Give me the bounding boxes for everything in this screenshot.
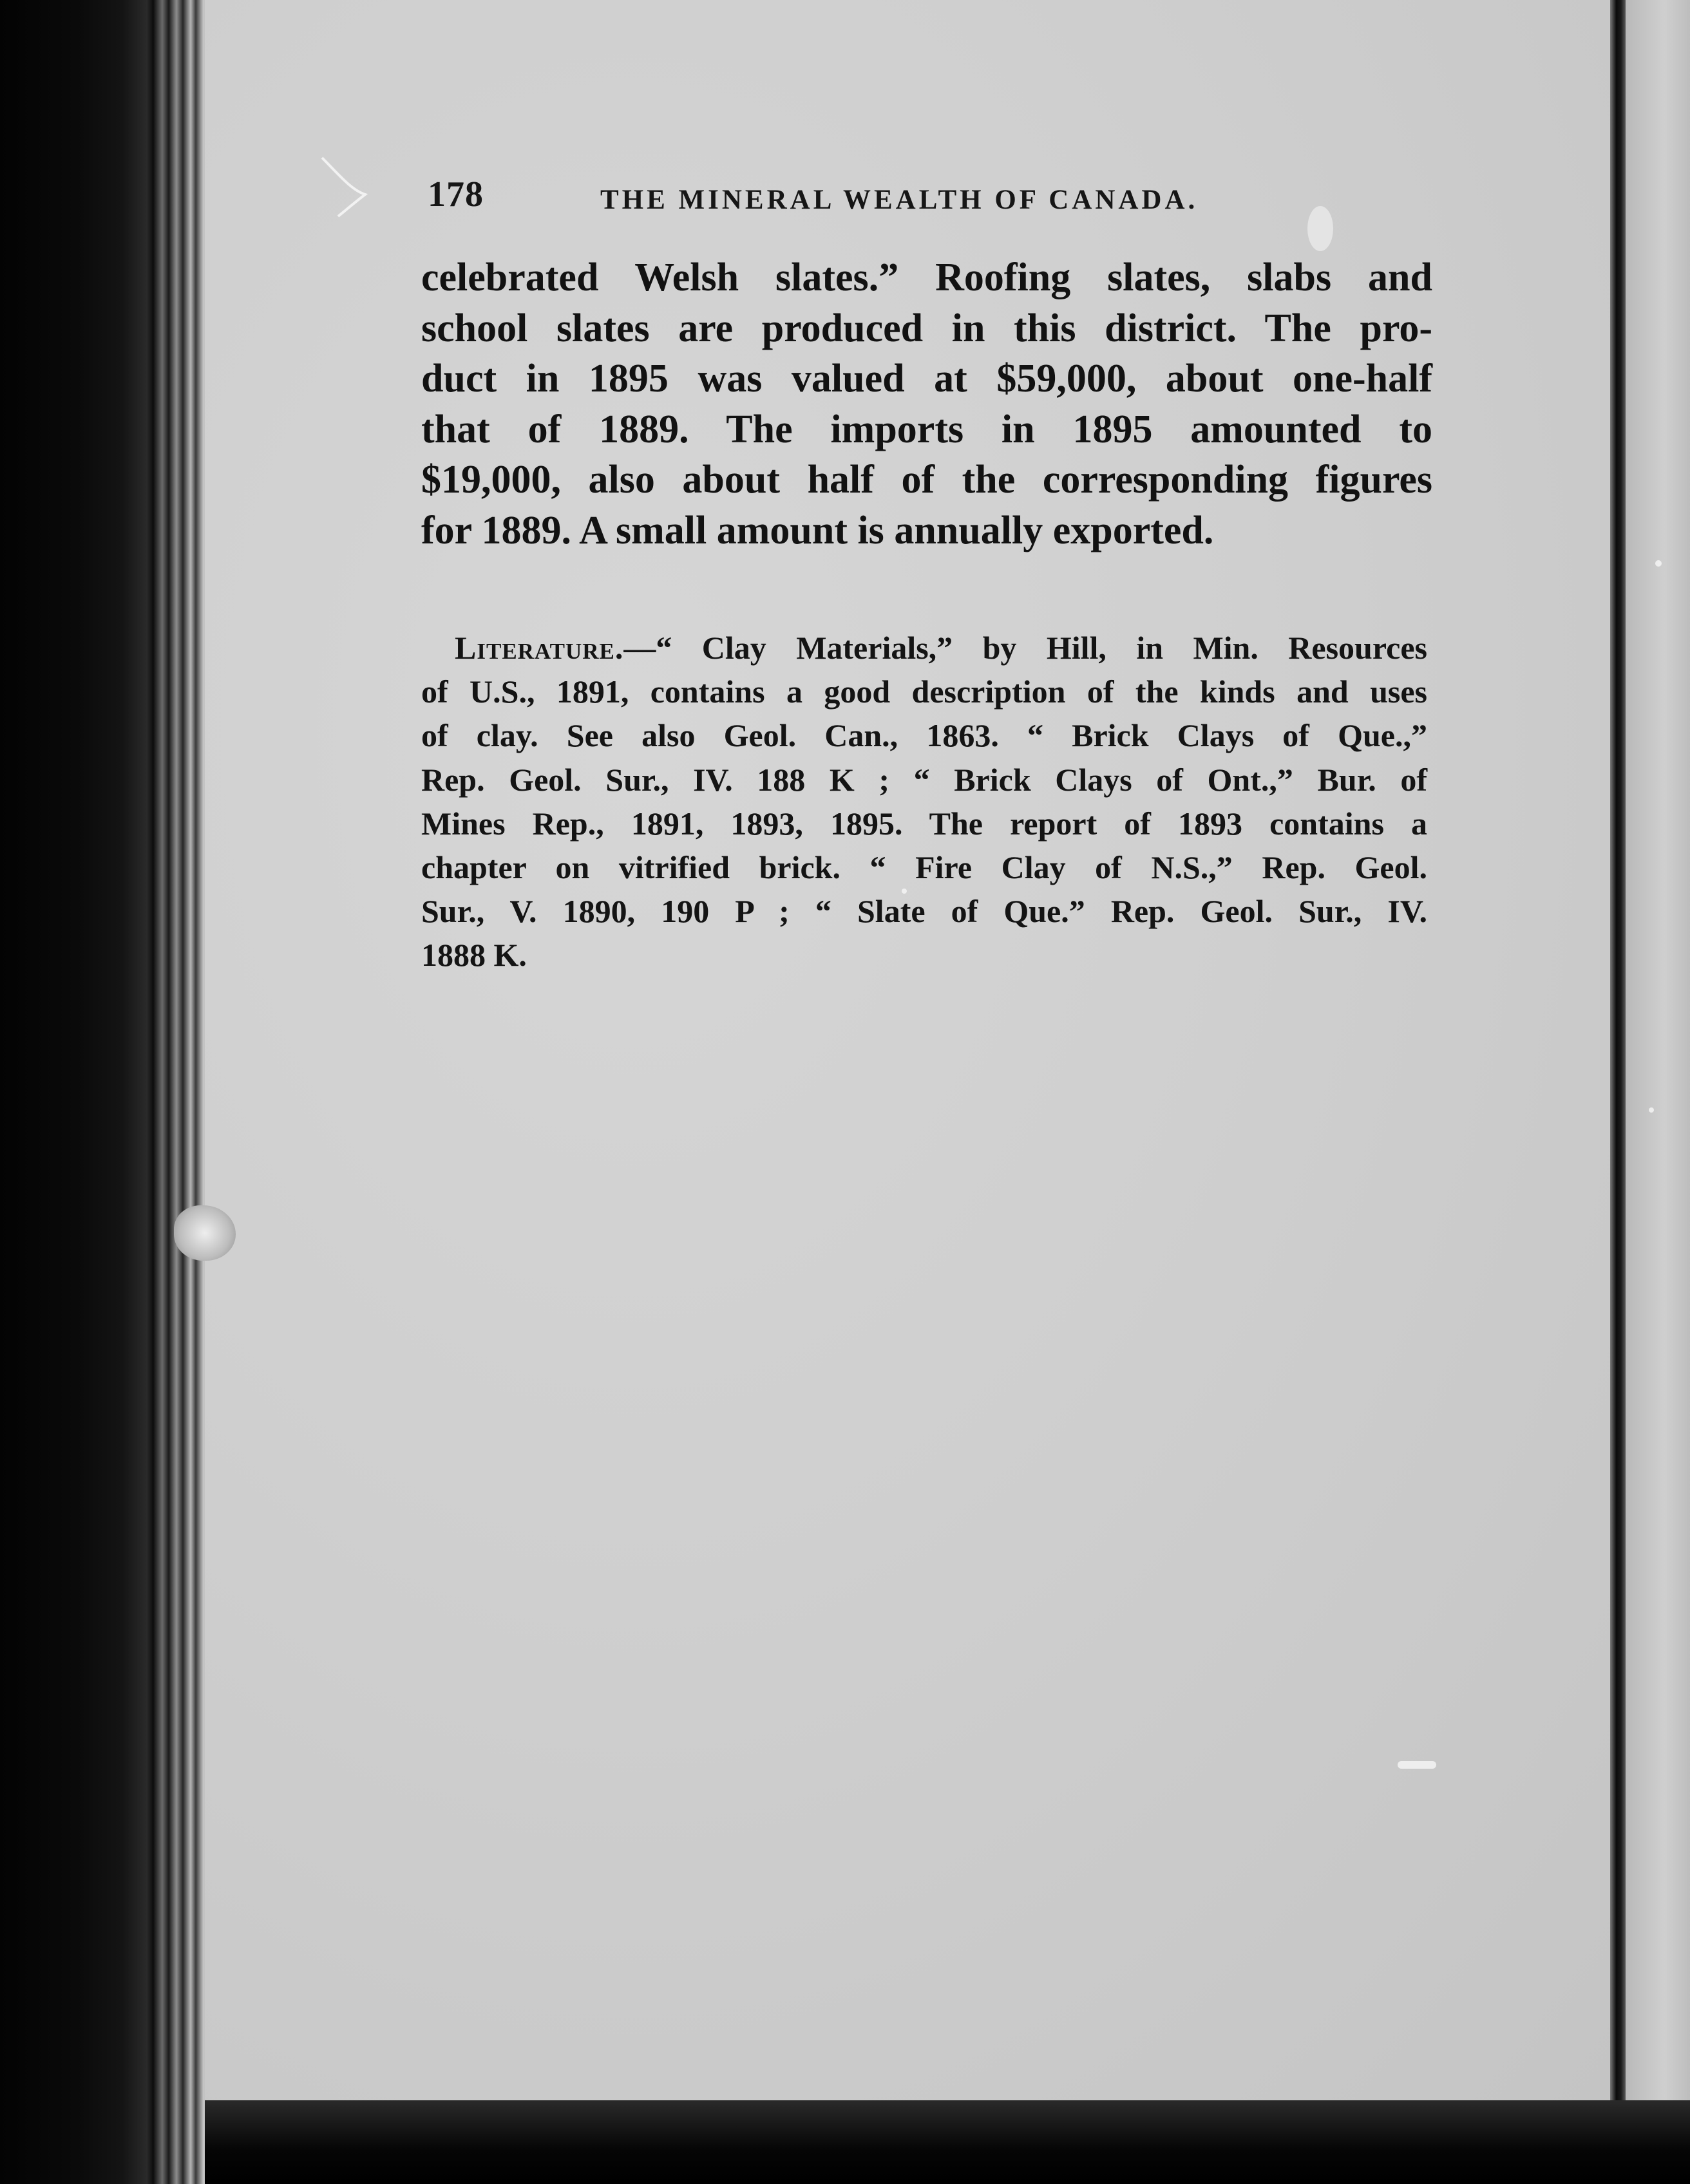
literature-line: of clay. See also Geol. Can., 1863. “ Brick Clays of Que.,” xyxy=(421,717,1427,754)
speck xyxy=(1398,1761,1436,1769)
facing-page-edge xyxy=(1626,0,1690,2125)
literature-text: —“ Clay Materials,” by Hill, in Min. Resources xyxy=(623,630,1427,666)
literature-line: of U.S., 1891, contains a good description of the kinds and uses xyxy=(421,673,1427,710)
literature-line: chapter on vitrified brick. “ Fire Clay of N.S.,” Rep. Geol. xyxy=(421,849,1427,886)
literature-line: Rep. Geol. Sur., IV. 188 K ; “ Brick Clays of Ont.,” Bur. of xyxy=(421,761,1427,798)
text-line: celebrated Welsh slates.” Roofing slates, slabs and xyxy=(421,256,1432,299)
running-title: THE MINERAL WEALTH OF CANADA. xyxy=(600,185,1199,215)
text-line: duct in 1895 was valued at $59,000, about one-half xyxy=(421,357,1432,400)
text-line: for 1889. A small amount is annually exported. xyxy=(421,508,1214,552)
text-line: school slates are produced in this district. The pro- xyxy=(421,306,1432,350)
speck xyxy=(1655,560,1662,567)
literature-heading: Literature. xyxy=(455,630,624,666)
bottom-shadow xyxy=(205,2100,1690,2184)
scratch-mark xyxy=(319,155,370,219)
speck xyxy=(1649,1107,1654,1113)
page-header xyxy=(428,174,1329,225)
page-gutter xyxy=(1610,0,1626,2125)
literature-line xyxy=(421,626,1427,670)
text-line: $19,000, also about half of the corresponding figures xyxy=(421,458,1432,502)
literature-line: Sur., V. 1890, 190 P ; “ Slate of Que.” Rep. Geol. Sur., IV. xyxy=(421,893,1427,930)
literature-line: 1888 K. xyxy=(421,937,527,974)
film-edge xyxy=(0,0,213,2184)
page-number: 178 xyxy=(428,174,484,214)
literature-note xyxy=(421,626,1427,977)
text-line: that of 1889. The imports in 1895 amounted to xyxy=(421,407,1432,451)
body-paragraph xyxy=(421,252,1432,556)
literature-line: Mines Rep., 1891, 1893, 1895. The report of 1893 contains a xyxy=(421,805,1427,842)
blemish xyxy=(174,1205,236,1261)
